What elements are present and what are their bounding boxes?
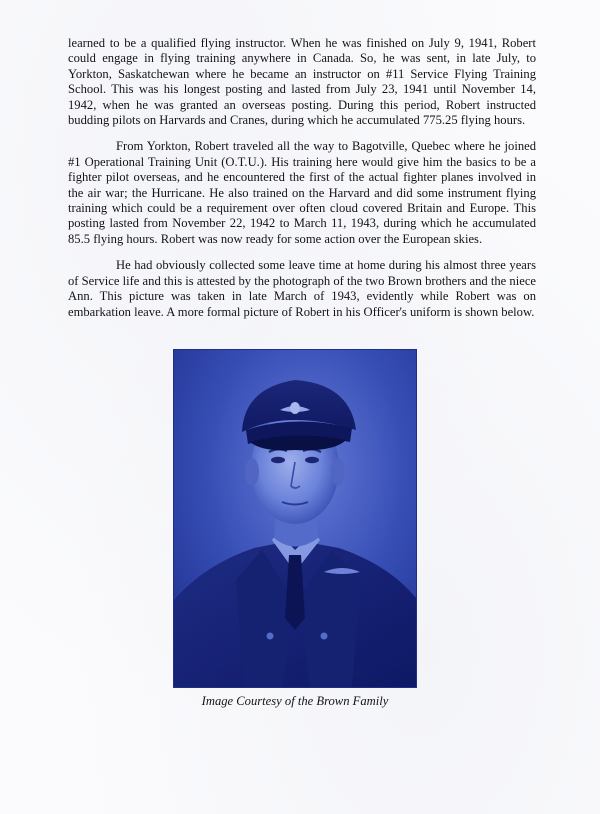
paragraph-yorkton: learned to be a qualified flying instructor. When he was finished on July 9, 1941, Robert could engage in flying training anywhere in Canada. So, he was sent, in late July, to Yorkton, Saskatchewan where he became an instructor on #11 Service Flying Training School. This was his longest posting and lasted from July 23, 1941 until November 14, 1942, when he was granted an overseas posting. During this period, Robert instructed budding pilots on Harvards and Cranes, during which he accumulated 775.25 flying hours. (68, 36, 536, 128)
photo-tint (174, 350, 416, 687)
body-text (68, 36, 536, 331)
paragraph-bagotville: From Yorkton, Robert traveled all the way to Bagotville, Quebec where he joined #1 Operational Training Unit (O.T.U.). His training here would give him the basics to be a fighter pilot overseas, and he encountered the first of the actual fighter planes involved in the air war; the Hurricane. He also trained on the Harvard and did some instrument flying training which could be a requirement over often cloud covered Britain and Europe. This posting lasted from November 22, 1942 to March 11, 1943, during which he accumulated 85.5 flying hours. Robert was now ready for some action over the European skies. (68, 139, 536, 246)
paragraph-leave: He had obviously collected some leave time at home during his almost three years of Service life and this is attested by the photograph of the two Brown brothers and the niece Ann. This picture was taken in late March of 1943, evidently while Robert was on embarkation leave. A more formal picture of Robert in his Officer's uniform is shown below. (68, 258, 536, 319)
officer-portrait-photo (174, 350, 416, 687)
portrait-illustration (174, 350, 416, 687)
photo-caption: Image Courtesy of the Brown Family (201, 694, 389, 708)
